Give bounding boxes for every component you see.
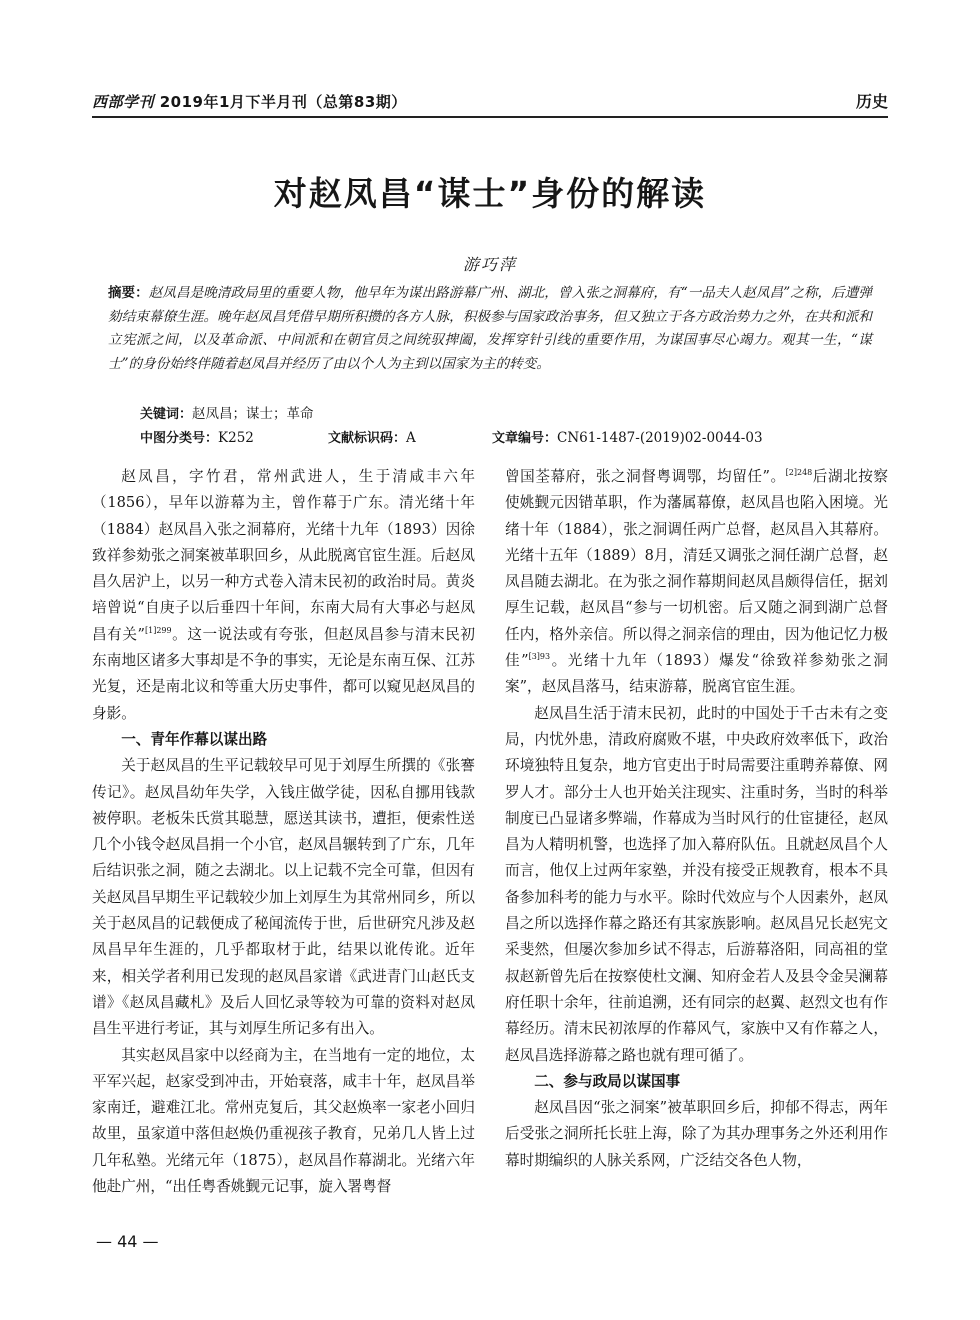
section-heading-2: 二、参与政局以谋国事	[534, 1072, 681, 1090]
paragraph	[92, 464, 475, 727]
doc-code	[328, 427, 416, 446]
article-title: 对赵凤昌“谋士”身份的解读	[273, 174, 707, 213]
page-number: — 44 —	[96, 1232, 159, 1251]
citation: [2]248	[785, 468, 813, 478]
keywords-text: 赵凤昌；谋士；革命	[192, 406, 314, 422]
keywords-label: 关键词：	[140, 407, 193, 422]
paragraph: 其实赵凤昌家中以经商为主，在当地有一定的地位，太平军兴起，赵家受到冲击，开始衰落，咸丰十年，赵凤昌举家南迁，避难江北。常州克复后，其父赵焕率一家老小回归故里，虽家道中落但赵焕仍重视孩子教育，兄弟几人皆上过几年私塾。光绪元年（1875），赵凤昌作幕湖北。光绪六年他赴广州，“出任粤香姚觐元记事，旋入署粤督	[92, 1046, 475, 1196]
abstract-text: 赵凤昌是晚清政局里的重要人物，他早年为谋出路游幕广州、湖北，曾入张之洞幕府，有“一品夫人赵凤昌”之称，后遭弹劾结束幕僚生涯。晚年赵凤昌凭借早期所积攒的各方人脉，积极参与国家政治事务，但又独立于各方政治势力之外，在共和派和立宪派之间，以及革命派、中间派和在朝官员之间统驭捭阖，发挥穿针引线的重要作用，为谋国事尽心竭力。观其一生，“谋士”的身份始终伴随着赵凤昌并经历了由以个人为主到以国家为主的转变。	[108, 285, 872, 372]
paragraph	[505, 464, 888, 701]
paragraph: 赵凤昌因“张之洞案”被革职回乡后，抑郁不得志，两年后受张之洞所托长驻上海，除了为其办理事务之外还利用作幕时期编织的人脉关系网，广泛结交各色人物，	[505, 1099, 888, 1169]
keywords	[140, 402, 314, 422]
clc-value: K252	[218, 430, 254, 446]
citation: [1]299	[144, 625, 172, 635]
article-author: 游巧萍	[462, 255, 517, 274]
doc-code-value: A	[406, 430, 416, 446]
journal-info	[92, 91, 407, 112]
paragraph-text: 赵凤昌，字竹君，常州武进人，生于清咸丰六年（1856），早年以游幕为主，曾作幕于广东。清光绪十年（1884）赵凤昌入张之洞幕府，光绪十九年（1893）因徐致祥参劾张之洞案被革职回乡，从此脱离官宦生涯。后赵凤昌久居沪上，以另一种方式卷入清末民初的政治时局。黄炎培曾说“自庚子以后垂四十年间，东南大局有大事必与赵凤昌有关”	[92, 468, 475, 643]
paragraph-text: 。光绪十九年（1893）爆发“徐致祥参劾张之洞案”，赵凤昌落马，结束游幕，脱离官宦生涯。	[505, 652, 888, 696]
journal-issue: 2019年1月下半月刊（总第83期）	[159, 93, 407, 111]
abstract-label: 摘要：	[108, 285, 149, 301]
section-label: 历史	[855, 92, 888, 111]
body-column-right	[505, 464, 888, 1224]
clc-label: 中图分类号：	[140, 431, 219, 446]
paragraph-text: 。这一说法或有夸张，但赵凤昌参与清末民初东南地区诸多大事却是不争的事实，无论是东南互保、江苏光复，还是南北议和等重大历史事件，都可以窥见赵凤昌的身影。	[92, 625, 475, 722]
citation: [3]93	[528, 652, 551, 662]
article-number	[492, 427, 763, 446]
doc-code-label: 文献标识码：	[328, 431, 407, 446]
paragraph-text: 曾国荃幕府，张之洞督粤调鄂，均留任”。	[505, 468, 786, 485]
section-heading-1: 一、青年作幕以谋出路	[121, 730, 268, 748]
paragraph: 赵凤昌生活于清末民初，此时的中国处于千古未有之变局，内忧外患，清政府腐败不堪，中央政府效率低下，政治环境独特且复杂，地方官吏出于时局需要注重聘养幕僚、网罗人才。部分士人也开始关注现实、注重时务，当时的科举制度已凸显诸多弊端，作幕成为当时风行的仕宦捷径，赵凤昌为人精明机警，也选择了加入幕府队伍。且就赵凤昌个人而言，他仅上过两年家塾，并没有接受正规教育，根本不具备参加科考的能力与水平。除时代效应与个人因素外，赵凤昌之所以选择作幕之路还有其家族影响。赵凤昌兄长赵宪文采斐然，但屡次参加乡试不得志，后游幕洛阳，同高祖的堂叔赵新曾先后在按察使杜文澜、知府金若人及县令金吴澜幕府任职十余年，往前追溯，还有同宗的赵翼、赵烈文也有作幕经历。清末民初浓厚的作幕风气，家族中又有作幕之人，赵凤昌选择游幕之路也就有理可循了。	[505, 704, 888, 1064]
body-columns	[92, 464, 888, 1224]
article-number-value: CN61-1487-(2019)02-0044-03	[557, 430, 763, 446]
body-column-left	[92, 464, 475, 1224]
abstract	[108, 282, 872, 376]
paragraph: 关于赵凤昌的生平记载较早可见于刘厚生所撰的《张謇传记》。赵凤昌幼年失学，入钱庄做学徒，因私自挪用钱款被停职。老板朱氏赏其聪慧，愿送其读书，遭拒，便索性送几个小钱令赵凤昌捐一个小官，赵凤昌辗转到了广东，几年后结识张之洞，随之去湖北。以上记载不完全可靠，但因有关赵凤昌早期生平记载较少加上刘厚生为其常州同乡，所以关于赵凤昌的记载便成了秘闻流传于世，后世研究凡涉及赵凤昌早年生涯的，几乎都取材于此，结果以讹传讹。近年来，相关学者利用已发现的赵凤昌家谱《武进青门山赵氏支谱》《赵凤昌藏札》及后人回忆录等较为可靠的资料对赵凤昌生平进行考证，其与刘厚生所记多有出入。	[92, 757, 475, 1038]
running-header	[92, 84, 888, 118]
clc-code	[140, 427, 254, 446]
paragraph-text: 后湖北按察使姚觐元因错革职，作为藩属幕僚，赵凤昌也陷入困境。光绪十年（1884），张之洞调任两广总督，赵凤昌入其幕府。光绪十五年（1889）8月，清廷又调张之洞任湖广总督，赵凤昌随去湖北。在为张之洞作幕期间赵凤昌颇得信任，据刘厚生记载，赵凤昌“参与一切机密。后又随之洞到湖广总督任内，格外亲信。所以得之洞亲信的理由，因为他记忆力极佳”	[505, 468, 888, 670]
journal-name: 西部学刊	[92, 93, 155, 111]
article-number-label: 文章编号：	[492, 431, 558, 446]
